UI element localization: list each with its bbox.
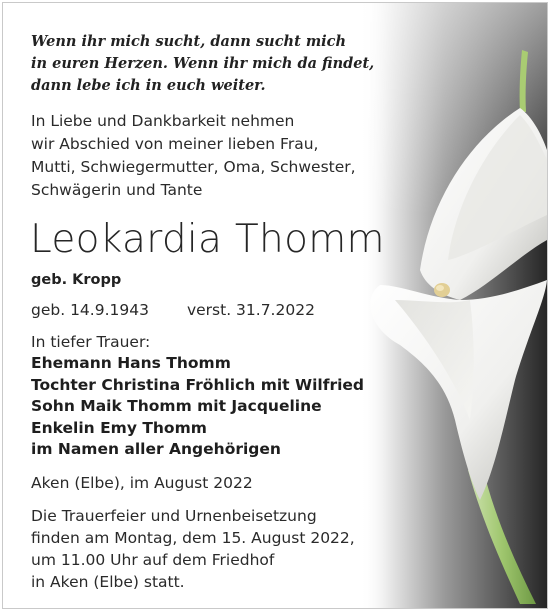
deceased-name: Leokardia Thomm — [30, 217, 385, 262]
intro-line: wir Abschied von meiner lieben Frau, — [31, 135, 319, 153]
obituary-text — [31, 31, 531, 593]
service-line: um 11.00 Uhr auf dem Friedhof — [31, 550, 275, 569]
service-line: Die Trauerfeier und Urnenbeisetzung — [31, 506, 317, 525]
mourner-item: Ehemann Hans Thomm — [31, 354, 231, 372]
maiden-name: geb. Kropp — [31, 272, 122, 288]
service-line: in Aken (Elbe) statt. — [31, 572, 185, 591]
motto-line: in euren Herzen. Wenn ihr mich da findet, — [31, 55, 375, 72]
mourner-item: Tochter Christina Fröhlich mit Wilfried — [31, 375, 365, 394]
intro-line: Schwägerin und Tante — [31, 181, 203, 199]
motto-line: Wenn ihr mich sucht, dann sucht mich — [31, 33, 347, 50]
mourner-item: Enkelin Emy Thomm — [31, 418, 207, 437]
mourning-heading: In tiefer Trauer: — [31, 333, 151, 351]
service-line: finden am Montag, dem 15. August 2022, — [31, 528, 355, 547]
intro-line: In Liebe und Dankbarkeit nehmen — [31, 112, 295, 130]
motto-line: dann lebe ich in euch weiter. — [31, 77, 266, 94]
birth-date: geb. 14.9.1943 — [31, 301, 149, 319]
life-dates — [31, 299, 531, 321]
mourner-item: im Namen aller Angehörigen — [31, 440, 281, 458]
intro-text — [31, 110, 531, 202]
motto-quote — [31, 31, 531, 97]
intro-line: Mutti, Schwiegermutter, Oma, Schwester, — [31, 158, 356, 176]
mourner-item: Sohn Maik Thomm mit Jacqueline — [31, 397, 322, 415]
place-date: Aken (Elbe), im August 2022 — [31, 473, 253, 492]
mourners-list — [31, 353, 531, 461]
death-date: verst. 31.7.2022 — [186, 301, 315, 319]
service-info — [31, 505, 531, 593]
